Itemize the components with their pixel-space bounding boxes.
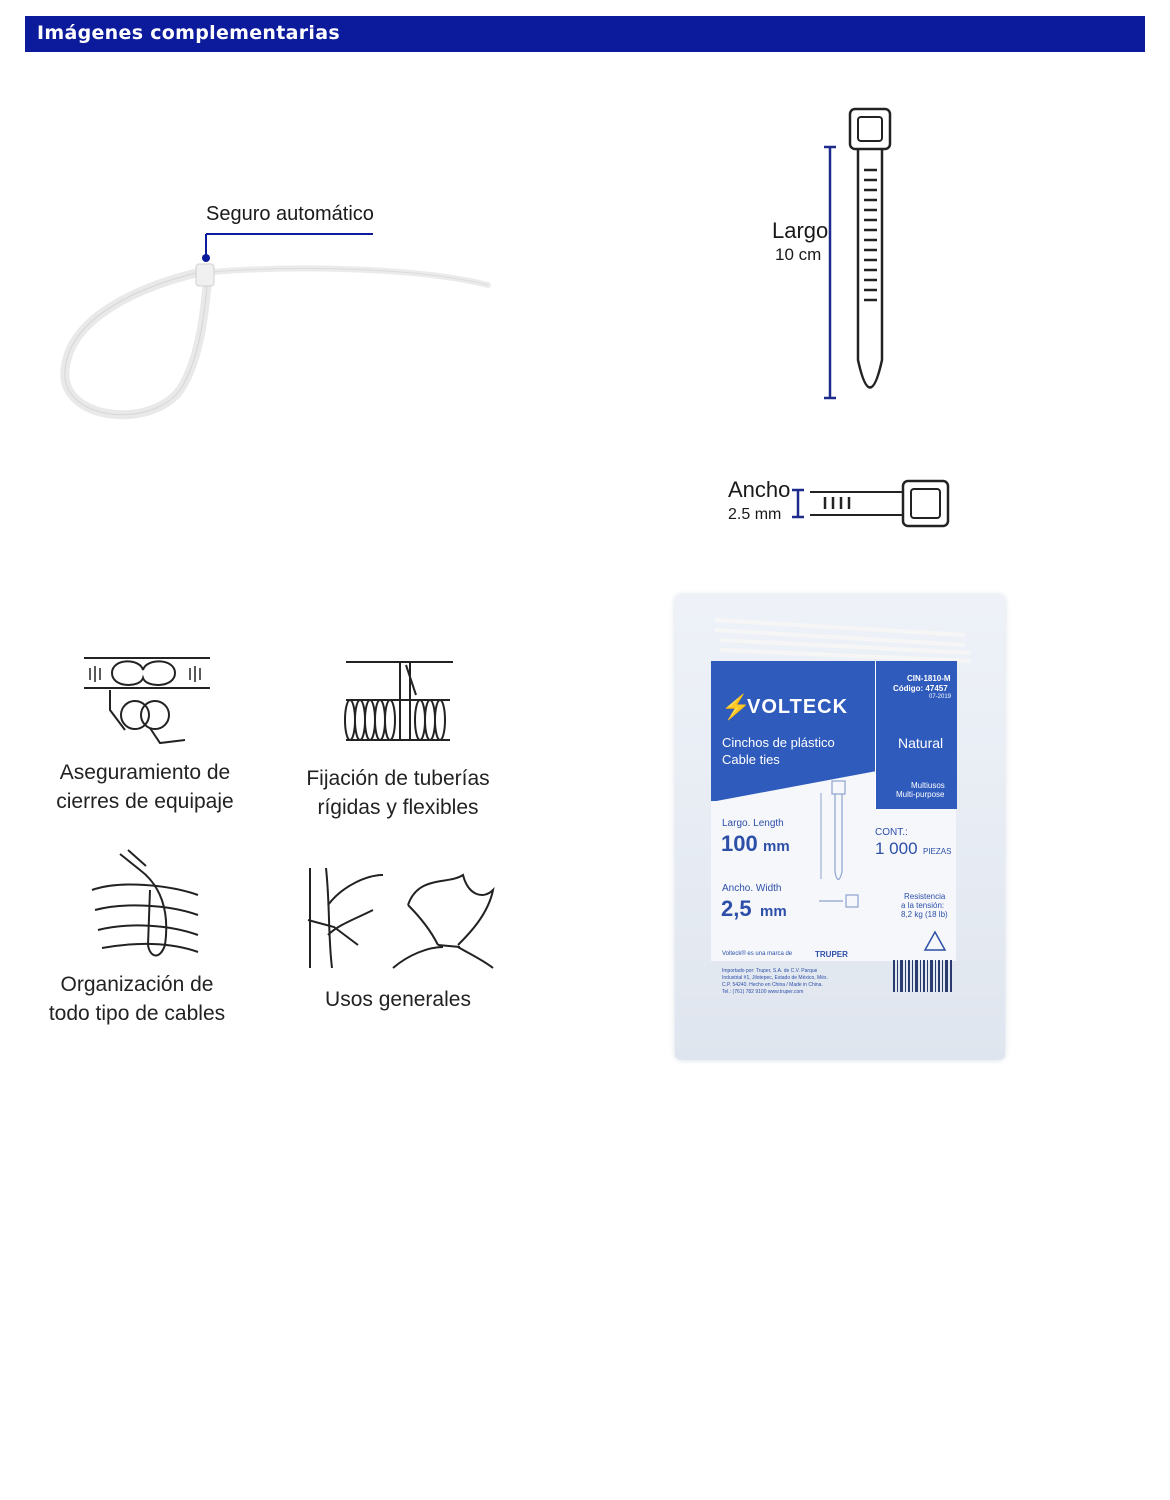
length-value: 10 cm (775, 245, 822, 264)
cable-bundle-icon (40, 850, 250, 960)
use-item (298, 640, 498, 820)
use-item (40, 640, 250, 820)
cable-tie-figure (40, 190, 510, 440)
pkg-importer-4: Tel.: (761) 782 9100 www.truper.com (722, 989, 804, 995)
length-diagram (760, 100, 960, 410)
use-caption: Aseguramiento de cierres de equipaje (56, 761, 234, 813)
pkg-width-unit: mm (760, 903, 787, 920)
cable-tie-horizontal-icon (725, 475, 965, 535)
brand-logo-icon: ⚡ (721, 694, 751, 721)
product-code: CIN-1810-M (907, 674, 951, 683)
width-value: 2.5 mm (728, 506, 782, 523)
package-photo (675, 595, 1005, 1060)
product-date: 07-2019 (929, 694, 952, 700)
pipe-icon (298, 640, 498, 750)
cable-tie-loop-image (40, 190, 510, 440)
use-item (298, 865, 498, 1025)
section-header (25, 16, 1145, 52)
product-name-es: Cinchos de plástico (722, 735, 835, 750)
general-use-icon (298, 865, 498, 975)
pkg-importer-3: C.P. 54240. Hecho en China / Made in China. (722, 982, 823, 988)
pkg-tie-icon (815, 777, 875, 907)
use-caption: Organización de todo tipo de cables (48, 973, 226, 1025)
pkg-cont-label: CONT.: (875, 827, 908, 838)
pkg-length-label: Largo. Length (722, 818, 784, 829)
pkg-tension-2: a la tensión: (901, 901, 945, 910)
product-name-en: Cable ties (722, 752, 780, 767)
pkg-trademark: Volteck® es una marca de (722, 951, 793, 957)
width-label: Ancho (728, 477, 791, 502)
use-caption: Usos generales (325, 988, 471, 1011)
product-use-es: Multiusos (911, 781, 945, 790)
pkg-length-unit: mm (763, 838, 790, 855)
warning-triangle-icon (923, 930, 947, 952)
section-title: Imágenes complementarias (37, 22, 340, 44)
length-label: Largo (772, 218, 829, 243)
pkg-importer-1: Importado por: Truper, S.A. de C.V. Parque (722, 968, 818, 974)
pkg-width-label: Ancho. Width (722, 883, 782, 894)
pkg-width-value: 2,5 (721, 896, 752, 921)
pkg-cont-unit: PIEZAS (923, 847, 952, 856)
pkg-cont-value: 1 000 (875, 839, 918, 858)
barcode-icon (893, 960, 953, 1000)
product-sku: Código: 47457 (893, 684, 948, 693)
use-caption: Fijación de tuberías rígidas y flexibles (306, 767, 490, 819)
pkg-length-value: 100 (721, 831, 758, 856)
pkg-truper: TRUPER (815, 950, 848, 959)
pkg-tension-3: 8,2 kg (18 lb) (901, 910, 948, 919)
pkg-tension-1: Resistencia (904, 892, 946, 901)
product-use-en: Multi-purpose (896, 790, 945, 799)
product-color: Natural (898, 735, 944, 751)
luggage-icon (40, 640, 250, 750)
lock-label: Seguro automático (206, 203, 374, 225)
width-diagram (725, 475, 965, 535)
uses-grid (40, 640, 520, 1040)
pkg-importer-2: Industrial #1, Jilotepec, Estado de México, Méx. (722, 975, 828, 981)
brand-name: VOLTECK (747, 696, 849, 718)
use-item (40, 850, 250, 1030)
